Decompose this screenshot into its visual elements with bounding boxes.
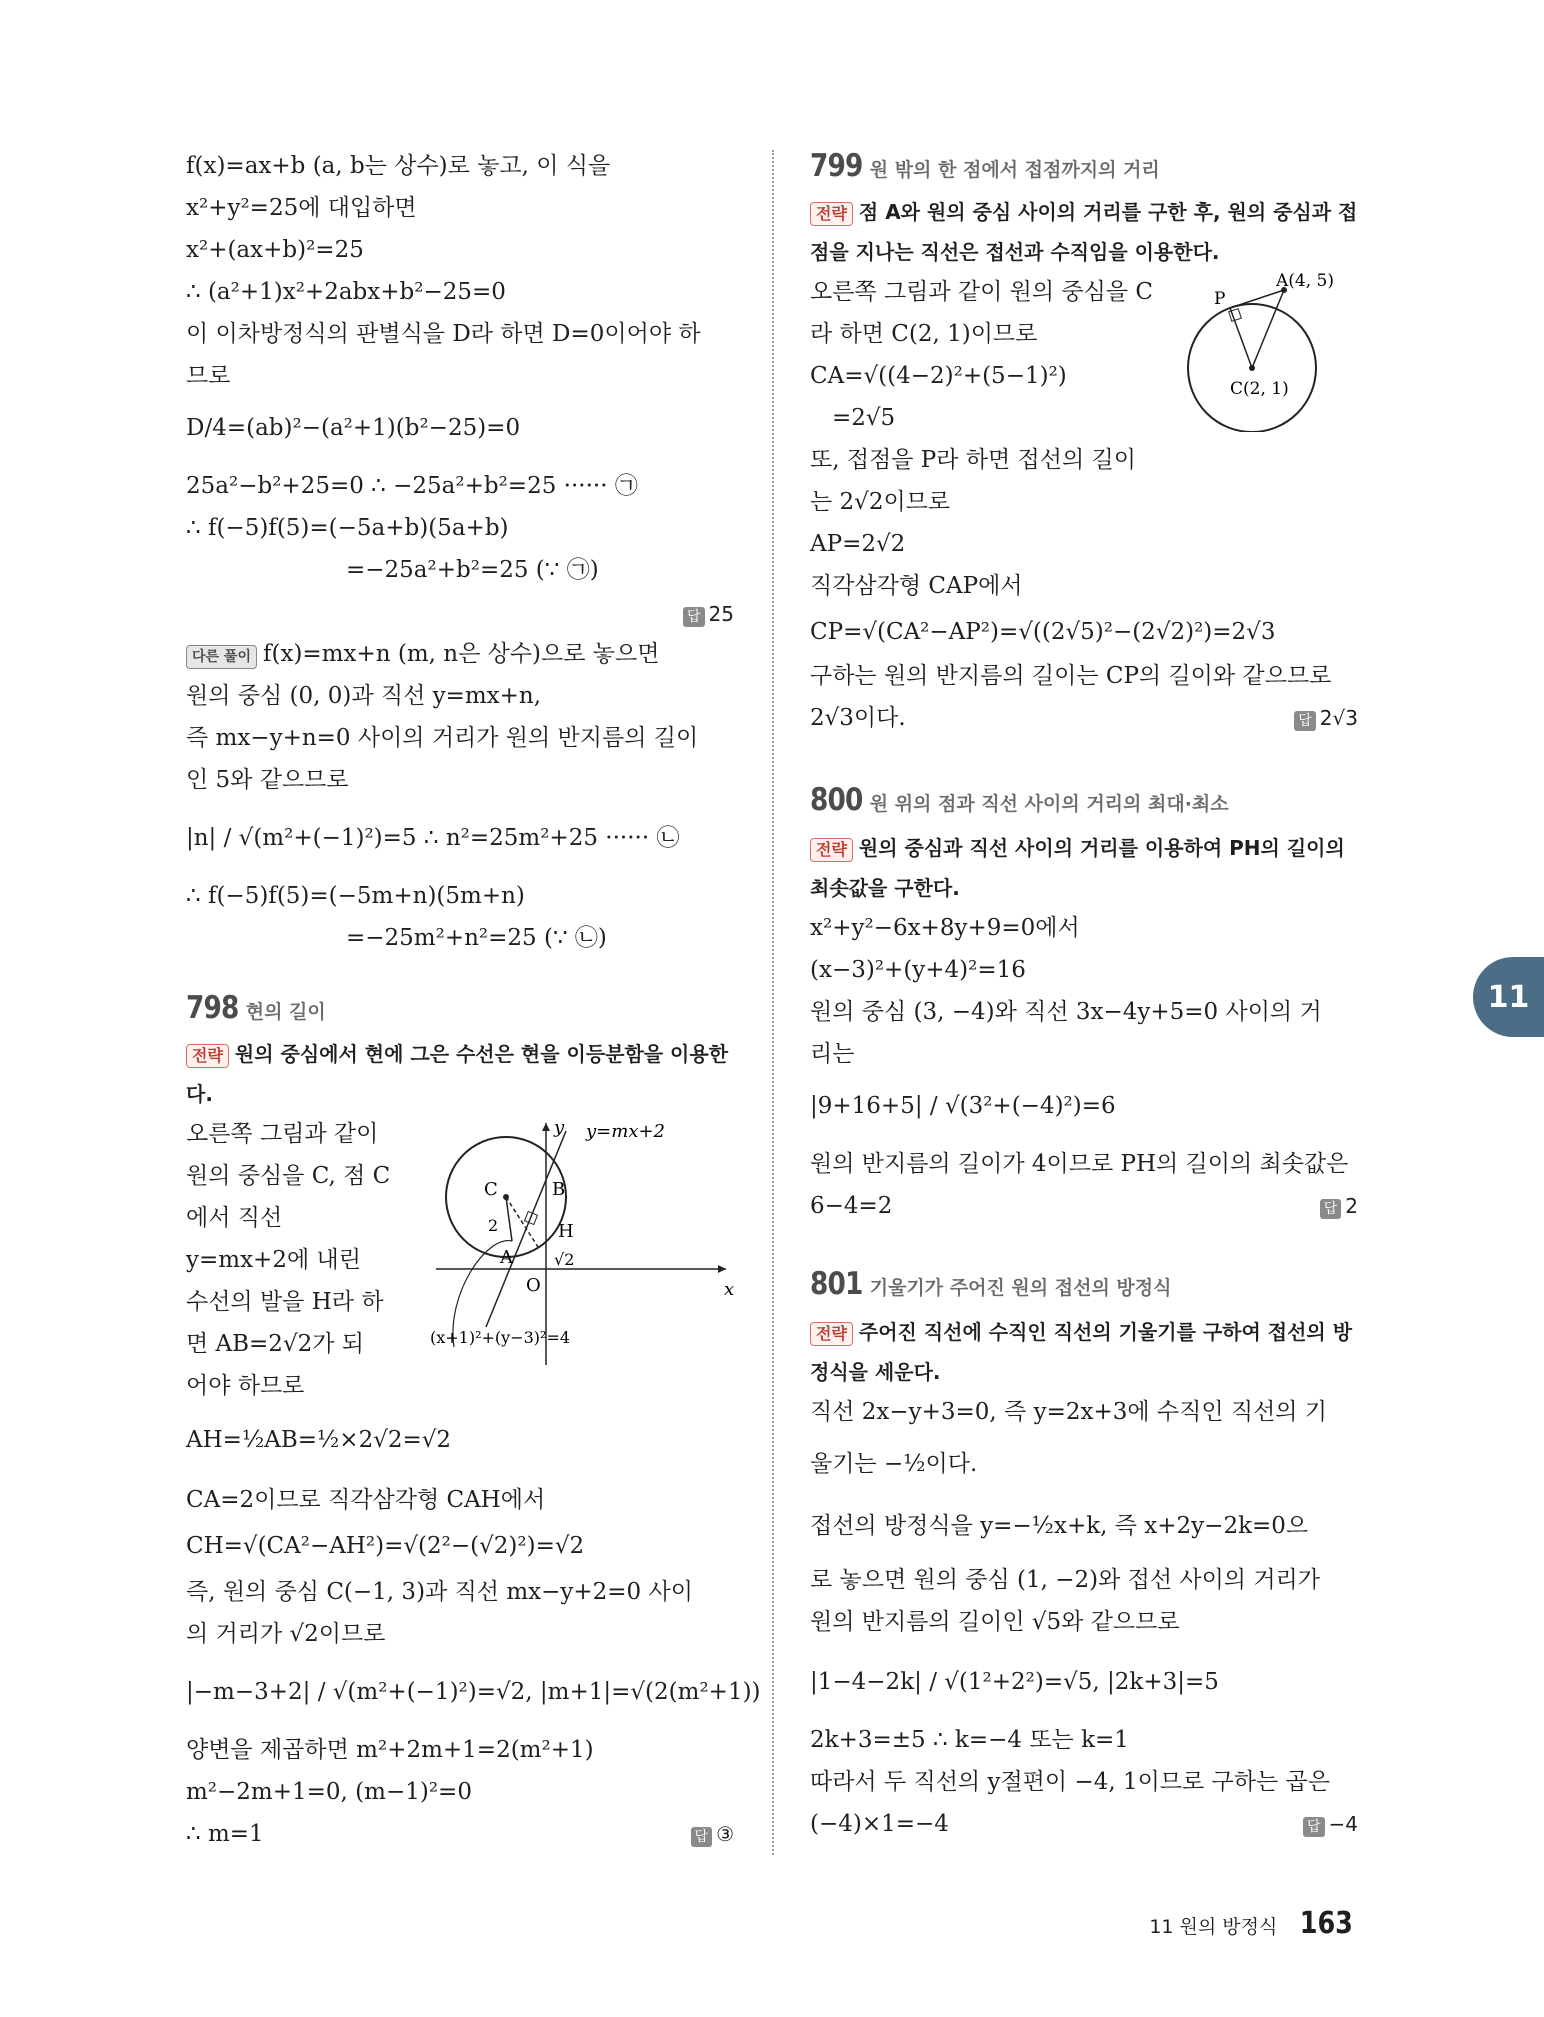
text-line: CA=2이므로 직각삼각형 CAH에서 [186,1487,546,1513]
math-line: =2√5 [832,405,896,431]
figure-798 [426,1115,734,1365]
text-line: 또, 접점을 P라 하면 접선의 길이 [810,447,1136,473]
text-line: 원의 반지름의 길이가 4이므로 PH의 길이의 최솟값은 [810,1151,1349,1177]
math-line: 2k+3=±5 ∴ k=−4 또는 k=1 [810,1727,1129,1753]
text-line: 원의 반지름의 길이인 √5와 같으므로 [810,1609,1180,1635]
text-line: 오른쪽 그림과 같이 원의 중심을 C [810,279,1153,305]
math-line: |n| / √(m²+(−1)²)=5 ∴ n²=25m²+25 ······ ㉡ [186,825,680,851]
problem-number: 800 [810,782,863,818]
strategy-line: 다. [186,1082,213,1106]
strategy-line: 전략 점 A와 원의 중심 사이의 거리를 구한 후, 원의 중심과 접 [810,198,1357,226]
text-line: 에서 직선 [186,1205,283,1231]
answer-badge: 답 [691,1827,713,1847]
problem-title: 원 위의 점과 직선 사이의 거리의 최대·최소 [869,793,1229,815]
y-axis-label: y [554,1117,565,1138]
text-line: 수선의 발을 H라 하 [186,1289,384,1315]
strategy-line: 점을 지나는 직선은 접선과 수직임을 이용한다. [810,240,1220,264]
strategy-line: 전략 주어진 직선에 수직인 직선의 기울기를 구하여 접선의 방 [810,1318,1352,1346]
label-a: A [500,1247,513,1268]
text-line: 직선 2x−y+3=0, 즉 y=2x+3에 수직인 직선의 기 [810,1399,1328,1425]
math-line: (x−3)²+(y+4)²=16 [810,957,1026,983]
text-line: 이 이차방정식의 판별식을 D라 하면 D=0이어야 하 [186,321,701,347]
problem-title: 현의 길이 [245,1001,326,1023]
math-line: =−25m²+n²=25 (∵ ㉡) [346,925,607,951]
text-line: f(x)=ax+b (a, b는 상수)로 놓고, 이 식을 [186,153,611,179]
label-p: P [1214,289,1226,309]
strategy-tag: 전략 [186,1044,229,1068]
column-divider [772,150,774,1855]
strategy-tag: 전략 [810,202,853,226]
text-line: 인 5와 같으므로 [186,767,349,793]
math-line: 6−4=2 [810,1193,893,1219]
text-line: 의 거리가 √2이므로 [186,1621,386,1647]
text-line: 울기는 −½이다. [810,1451,978,1477]
circle-equation: (x+1)²+(y−3)²=4 [430,1328,571,1347]
text-line: 직각삼각형 CAP에서 [810,573,1023,599]
text-line: 즉, 원의 중심 C(−1, 3)과 직선 mx−y+2=0 사이 [186,1579,693,1605]
math-line: ∴ f(−5)f(5)=(−5m+n)(5m+n) [186,883,525,909]
problem-title: 원 밖의 한 점에서 접점까지의 거리 [869,159,1160,181]
text-line: x²+y²=25에 대입하면 [186,195,417,221]
text-line: 로 놓으면 원의 중심 (1, −2)와 접선 사이의 거리가 [810,1567,1320,1593]
problem-number: 799 [810,148,863,184]
text-line: 오른쪽 그림과 같이 [186,1121,379,1147]
answer-badge: 답 [1294,711,1316,731]
alt-solution-tag: 다른 풀이 [186,645,257,669]
strategy-tag: 전략 [810,838,853,862]
math-line: CH=√(CA²−AH²)=√(2²−(√2)²)=√2 [186,1533,585,1559]
footer-chapter-name: 11 원의 방정식 [1149,1916,1278,1938]
answer-mark: 답 −4 [1303,1812,1358,1837]
math-line: CA=√((4−2)²+(5−1)²) [810,363,1067,389]
strategy-line: 정식을 세운다. [810,1360,941,1384]
label-c: C(2, 1) [1230,379,1289,399]
answer-mark: 답 25 [683,602,734,627]
problem-number: 801 [810,1266,863,1302]
strategy-tag: 전략 [810,1322,853,1346]
problem-header-799 [810,148,1160,184]
label-radius: 2 [488,1216,499,1235]
answer-badge: 답 [1303,1817,1325,1837]
text-line: 원의 중심 (0, 0)과 직선 y=mx+n, [186,683,542,709]
text-line: 양변을 제곱하면 m²+2m+1=2(m²+1) [186,1737,594,1763]
label-o: O [526,1275,541,1296]
page-number: 163 [1300,1906,1354,1941]
text-line: ∴ (a²+1)x²+2abx+b²−25=0 [186,279,506,305]
math-line: AH=½AB=½×2√2=√2 [186,1427,452,1453]
math-line: =−25a²+b²=25 (∵ ㉠) [346,557,599,583]
math-line: AP=2√2 [810,531,906,557]
math-line: |9+16+5| / √(3²+(−4)²)=6 [810,1093,1116,1119]
text-line: 따라서 두 직선의 y절편이 −4, 1이므로 구하는 곱은 [810,1769,1330,1795]
text-line: 2√3이다. [810,705,906,731]
chapter-tab: 11 [1473,957,1544,1037]
label-h: H [558,1221,574,1242]
text-line: 리는 [810,1041,855,1067]
text-line: 어야 하므로 [186,1373,305,1399]
math-line: x²+y²−6x+8y+9=0에서 [810,915,1080,941]
problem-header-801 [810,1266,1172,1302]
text-line: 므로 [186,363,231,389]
text-line: 는 2√2이므로 [810,489,951,515]
text-line: y=mx+2에 내린 [186,1247,361,1273]
answer-badge: 답 [683,607,705,627]
math-line: |1−4−2k| / √(1²+2²)=√5, |2k+3|=5 [810,1669,1219,1695]
strategy-line: 전략 원의 중심에서 현에 그은 수선은 현을 이등분함을 이용한 [186,1040,728,1068]
x-axis-label: x [724,1279,734,1300]
strategy-line: 최솟값을 구한다. [810,876,960,900]
math-line: ∴ f(−5)f(5)=(−5a+b)(5a+b) [186,515,509,541]
text-line: 라 하면 C(2, 1)이므로 [810,321,1038,347]
line-label: y=mx+2 [586,1121,666,1142]
problem-header-798 [186,990,326,1026]
text-line: x²+(ax+b)²=25 [186,237,364,263]
math-line: ∴ m=1 [186,1821,264,1847]
text-line: 접선의 방정식을 y=−½x+k, 즉 x+2y−2k=0으 [810,1513,1309,1539]
label-a: A(4, 5) [1276,272,1334,291]
strategy-line: 전략 원의 중심과 직선 사이의 거리를 이용하여 PH의 길이의 [810,834,1345,862]
figure-799 [1180,272,1358,432]
page-footer [1149,1906,1358,1941]
math-line: m²−2m+1=0, (m−1)²=0 [186,1779,472,1805]
problem-number: 798 [186,990,239,1026]
text-line: 원의 중심을 C, 점 C [186,1163,391,1189]
label-c: C [484,1179,498,1200]
answer-mark: 답 2 [1320,1194,1358,1219]
math-line: |−m−3+2| / √(m²+(−1)²)=√2, |m+1|=√(2(m²+1)) [186,1679,761,1705]
math-line: (−4)×1=−4 [810,1811,949,1837]
answer-mark: 답 2√3 [1294,706,1358,731]
math-line: 25a²−b²+25=0 ∴ −25a²+b²=25 ······ ㉠ [186,473,638,499]
label-ah: √2 [554,1250,575,1269]
alt-solution-line: 다른 풀이 f(x)=mx+n (m, n은 상수)으로 놓으면 [186,640,659,669]
text-line: 구하는 원의 반지름의 길이는 CP의 길이와 같으므로 [810,663,1332,689]
math-line: D/4=(ab)²−(a²+1)(b²−25)=0 [186,415,521,441]
text-line: 면 AB=2√2가 되 [186,1331,364,1357]
math-line: CP=√(CA²−AP²)=√((2√5)²−(2√2)²)=2√3 [810,619,1276,645]
text-line: 즉 mx−y+n=0 사이의 거리가 원의 반지름의 길이 [186,725,699,751]
text-line: 원의 중심 (3, −4)와 직선 3x−4y+5=0 사이의 거 [810,999,1322,1025]
problem-title: 기울기가 주어진 원의 접선의 방정식 [869,1277,1172,1299]
label-b: B [552,1179,566,1200]
answer-mark: 답 ③ [691,1822,734,1847]
answer-badge: 답 [1320,1199,1342,1219]
problem-header-800 [810,782,1229,818]
